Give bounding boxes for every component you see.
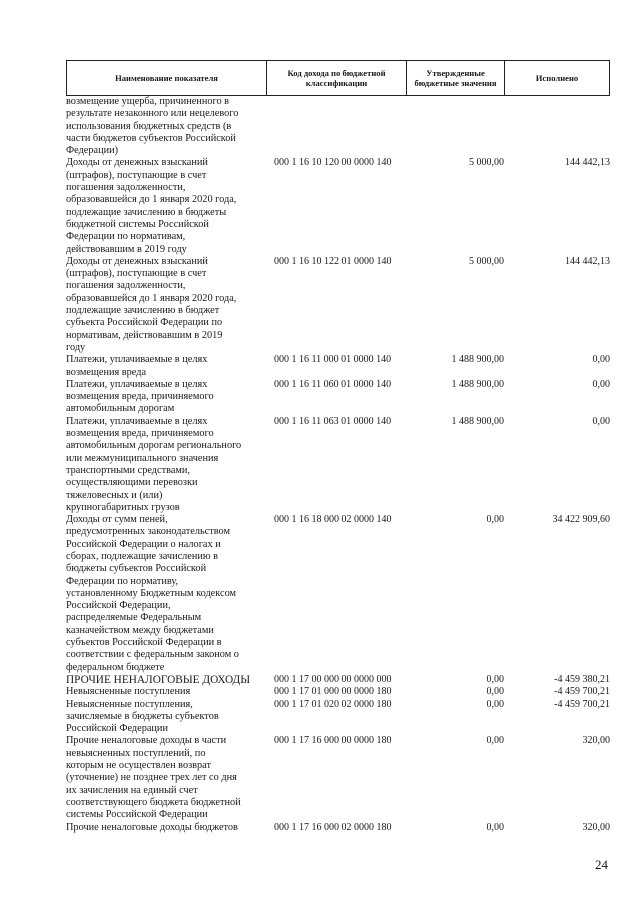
row-code: 000 1 17 00 000 00 0000 000: [274, 673, 392, 685]
row-approved: 1 488 900,00: [451, 378, 504, 390]
header-name: Наименование показателя: [67, 61, 267, 95]
table-row: [66, 735, 610, 821]
row-name: Невыясненные поступления: [66, 686, 191, 698]
row-executed: 0,00: [592, 354, 610, 366]
header-code: Код дохода по бюджетной классификации: [267, 61, 407, 95]
row-name: Платежи, уплачиваемые в целях возмещения вреда: [66, 354, 208, 378]
table-row: [66, 354, 610, 379]
page-number: 24: [595, 857, 608, 872]
row-executed: 34 422 909,60: [552, 514, 610, 526]
row-name: Доходы от денежных взысканий (штрафов), поступающие в счет погашения задолженности, образовавшейся до 1 января 2020 года, подлежащие зачислению в бюджет субъекта Российской Федерации по нормативам, действовавшим в 2019 году: [66, 255, 237, 353]
table-row: [66, 686, 610, 698]
row-executed: 320,00: [582, 821, 610, 833]
row-executed: 0,00: [592, 415, 610, 427]
row-approved: 0,00: [486, 514, 504, 526]
row-name: возмещение ущерба, причиненного в результате незаконного или нецелевого использования бюджетных средств (в части бюджетов субъектов Российской Федерации): [66, 96, 239, 157]
table-row: [66, 822, 610, 834]
row-approved: 1 488 900,00: [451, 415, 504, 427]
row-executed: -4 459 700,21: [554, 698, 610, 710]
table-header: [66, 60, 610, 96]
row-code: 000 1 16 10 120 00 0000 140: [274, 157, 392, 169]
row-approved: 0,00: [486, 698, 504, 710]
row-approved: 5 000,00: [469, 255, 504, 267]
row-code: 000 1 17 16 000 02 0000 180: [274, 821, 392, 833]
row-approved: 0,00: [486, 673, 504, 685]
row-name: Доходы от сумм пеней, предусмотренных законодательством Российской Федерации о налогах и сборах, подлежащие зачислению в бюджеты субъектов Российской Федерации по нормативу, установленному Бюджетным кодексом Российской Федерации, распределяемые Федеральным казначейством между бюджетами субъектов Российской Федерации в соответствии с федеральным законом о федеральном бюджете: [66, 514, 239, 673]
row-code: 000 1 17 16 000 00 0000 180: [274, 735, 392, 747]
row-code: 000 1 16 18 000 02 0000 140: [274, 514, 392, 526]
row-executed: 144 442,13: [565, 255, 610, 267]
header-executed: Исполнено: [535, 73, 579, 83]
row-name: Платежи, уплачиваемые в целях возмещения вреда, причиняемого автомобильным дорогам: [66, 378, 214, 415]
table-row: [66, 96, 610, 157]
row-approved: 0,00: [486, 686, 504, 698]
row-name: Доходы от денежных взысканий (штрафов), поступающие в счет погашения задолженности, образовавшейся до 1 января 2020 года, подлежащие зачислению в бюджеты бюджетной системы Российской Федерации по нормативам, действовавшим в 2019 году: [66, 157, 237, 255]
row-name: Платежи, уплачиваемые в целях возмещения вреда, причиняемого автомобильным дорогам регионального или межмуниципального значения транспортными средствами, осуществляющими перевозки тяжеловесных и (или) крупногабаритных грузов: [66, 415, 242, 513]
row-executed: -4 459 700,21: [554, 686, 610, 698]
row-approved: 1 488 900,00: [451, 354, 504, 366]
row-approved: 5 000,00: [469, 157, 504, 169]
table-row: [66, 379, 610, 416]
row-code: 000 1 17 01 000 00 0000 180: [274, 686, 392, 698]
row-code: 000 1 17 01 020 02 0000 180: [274, 698, 392, 710]
row-name: Невыясненные поступления, зачисляемые в бюджеты субъектов Российской Федерации: [66, 698, 219, 735]
row-executed: 0,00: [592, 378, 610, 390]
row-name: Прочие неналоговые доходы в части невыясненных поступлений, по которым не осуществлен возврат (уточнение) не позднее трех лет со дня их зачисления на единый счет соответствующего бюджета бюджетной системы Российской Федерации: [66, 735, 241, 821]
row-approved: 0,00: [486, 821, 504, 833]
row-code: 000 1 16 10 122 01 0000 140: [274, 255, 392, 267]
table-row: [66, 416, 610, 514]
table-body: [66, 96, 610, 834]
row-executed: 320,00: [582, 735, 610, 747]
header-approved: Утвержденные бюджетные значения: [407, 61, 505, 95]
row-code: 000 1 16 11 063 01 0000 140: [274, 415, 392, 427]
row-executed: 144 442,13: [565, 157, 610, 169]
row-executed: -4 459 380,21: [554, 673, 610, 685]
row-name: ПРОЧИЕ НЕНАЛОГОВЫЕ ДОХОДЫ: [66, 673, 251, 686]
table-row: [66, 699, 610, 736]
row-name: Прочие неналоговые доходы бюджетов: [66, 821, 238, 833]
table-row: [66, 674, 610, 686]
table-row: [66, 514, 610, 674]
row-approved: 0,00: [486, 735, 504, 747]
table-row: [66, 256, 610, 354]
row-code: 000 1 16 11 060 01 0000 140: [274, 378, 392, 390]
row-code: 000 1 16 11 000 01 0000 140: [274, 354, 392, 366]
table-row: [66, 157, 610, 255]
